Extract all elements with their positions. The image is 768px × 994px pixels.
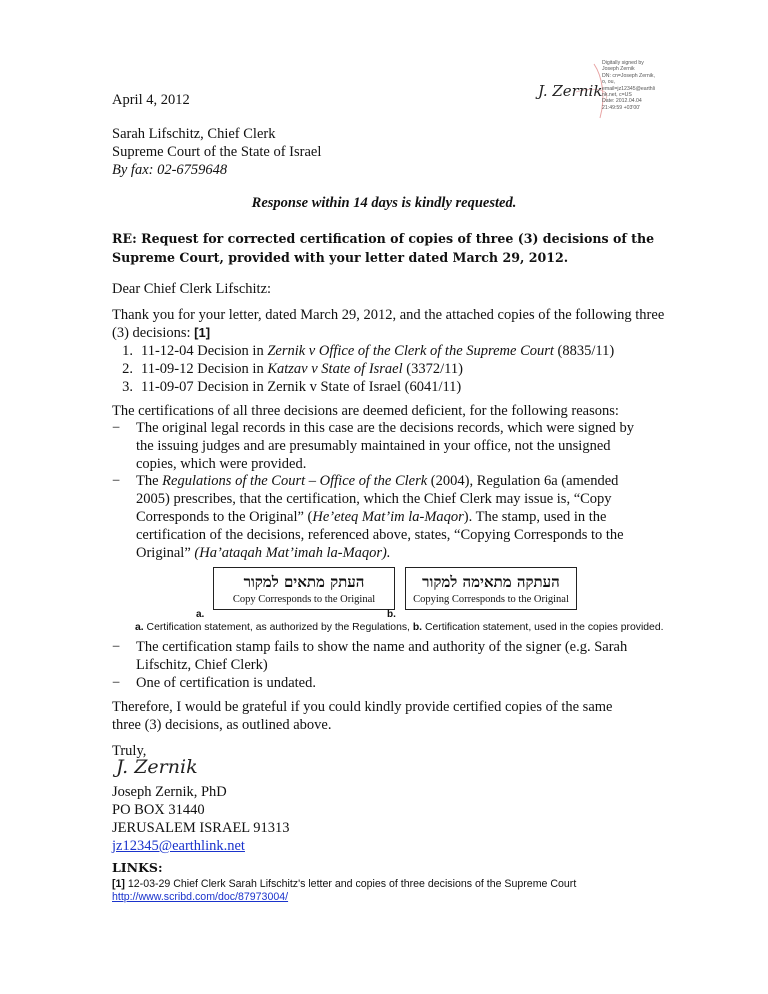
stamp-b bbox=[405, 567, 577, 610]
intro-line bbox=[112, 324, 664, 342]
closing-line: three (3) decisions, as outlined above. bbox=[112, 717, 332, 733]
reason-line: 2005) prescribes, that the certification, which the Chief Clerk may issue is, “Copy bbox=[136, 491, 612, 507]
reason-line: Corresponds to the Original” (He’eteq Mat’im la-Maqor). The stamp, used in the bbox=[136, 509, 607, 525]
reason-line: copies, which were provided. bbox=[136, 456, 307, 472]
reason-line: Lifschitz, Chief Clerk) bbox=[136, 657, 268, 673]
stamp-b-hebrew: העתקה מתאימה למקור bbox=[422, 573, 560, 591]
signature-meta-line: o, ou, bbox=[602, 79, 615, 86]
signature-meta-line: DN: cn=Joseph Zernik, bbox=[602, 72, 655, 79]
signature-meta bbox=[602, 60, 664, 111]
links-reference: [1] 12-03-29 Chief Clerk Sarah Lifschitz's letter and copies of three decisions of the Supreme Court bbox=[112, 878, 577, 890]
subject-line-2: Supreme Court, provided with your letter dated March 29, 2012. bbox=[112, 250, 569, 265]
reason-line: certification of the decisions, referenced above, states, “Copying Corresponds to the bbox=[136, 527, 624, 543]
handwritten-signature: J. Zernik bbox=[116, 756, 198, 778]
sender-city: JERUSALEM ISRAEL 91313 bbox=[112, 820, 290, 836]
digital-signature bbox=[536, 56, 666, 126]
reason-line: One of certification is undated. bbox=[136, 675, 316, 691]
closing-paragraph bbox=[112, 698, 612, 734]
intro-line: Thank you for your letter, dated March 29, 2012, and the attached copies of the following three bbox=[112, 307, 665, 323]
reason-1 bbox=[112, 419, 672, 473]
sender-email-link[interactable]: jz12345@earthlink.net bbox=[112, 838, 245, 854]
footnote-ref: [1] bbox=[194, 325, 211, 340]
bullet-dash: − bbox=[112, 639, 121, 655]
sender-block bbox=[112, 783, 290, 855]
links-heading: LINKS: bbox=[112, 860, 163, 875]
intro-paragraph bbox=[112, 306, 664, 342]
response-request: Response within 14 days is kindly requested. bbox=[251, 195, 517, 211]
intro-text: (3) decisions: bbox=[112, 325, 195, 341]
reason-line: The original legal records in this case are the decisions records, which were signed by bbox=[136, 420, 635, 436]
deficient-intro: The certifications of all three decisions are deemed deficient, for the following reasons: bbox=[112, 403, 619, 419]
valediction: Truly, bbox=[112, 743, 147, 759]
signature-meta-line: Joseph Zernik bbox=[602, 66, 635, 73]
stamp-b-label: b. bbox=[387, 609, 396, 620]
stamp-a-label: a. bbox=[196, 609, 205, 620]
list-item: 2. 11-09-12 Decision in Katzav v State of Israel (3372/11) bbox=[122, 361, 463, 377]
stamp-a-english: Copy Corresponds to the Original bbox=[232, 594, 376, 605]
sender-name: Joseph Zernik, PhD bbox=[112, 784, 227, 800]
footnote-ref: [1] bbox=[112, 878, 125, 890]
list-item: 1. 11-12-04 Decision in Zernik v Office of the Clerk of the Supreme Court (8835/11) bbox=[122, 343, 615, 359]
reference-link[interactable]: http://www.scribd.com/doc/87973004/ bbox=[112, 891, 289, 903]
reason-line: Original” (Ha’ataqah Mat’imah la-Maqor). bbox=[136, 545, 391, 561]
salutation: Dear Chief Clerk Lifschitz: bbox=[112, 281, 272, 297]
bullet-dash: − bbox=[112, 420, 121, 436]
reason-2 bbox=[112, 472, 672, 562]
subject-line-1: RE: Request for corrected certification of copies of three (3) decisions of the bbox=[112, 231, 655, 246]
bullet-dash: − bbox=[112, 473, 121, 489]
list-item: 3. 11-09-07 Decision in Zernik v State of Israel (6041/11) bbox=[122, 379, 462, 395]
subject-line bbox=[112, 229, 654, 267]
stamp-b-english: Copying Corresponds to the Original bbox=[413, 594, 569, 605]
signature-meta-line: Date: 2012.04.04 bbox=[602, 98, 642, 105]
signature-meta-line: Digitally signed by bbox=[602, 60, 644, 66]
signature-meta-line: email=jz12345@earthli bbox=[602, 85, 655, 92]
signature-meta-line: nk.net, c=US bbox=[602, 92, 632, 99]
signature-meta-line: 21:49:59 +03'00' bbox=[602, 104, 641, 111]
sender-box: PO BOX 31440 bbox=[112, 802, 205, 818]
figure-caption: a. Certification statement, as authorized by the Regulations, b. Certification statement, used in the copies provided. bbox=[135, 622, 664, 633]
reason-line: The Regulations of the Court – Office of the Clerk (2004), Regulation 6a (amended bbox=[136, 473, 619, 489]
reason-line: The certification stamp fails to show the name and authority of the signer (e.g. Sarah bbox=[136, 639, 628, 655]
reason-3 bbox=[112, 638, 672, 674]
stamp-a-hebrew: העתק מתאים למקור bbox=[243, 573, 365, 591]
recipient-name: Sarah Lifschitz, Chief Clerk bbox=[112, 126, 276, 142]
recipient-fax: By fax: 02-6759648 bbox=[112, 162, 228, 178]
recipient-block bbox=[112, 125, 321, 179]
reason-4 bbox=[112, 674, 672, 692]
bullet-dash: − bbox=[112, 675, 121, 691]
reason-line: the issuing judges and are presumably maintained in your office, not the unsigned bbox=[136, 438, 611, 454]
closing-line: Therefore, I would be grateful if you could kindly provide certified copies of the same bbox=[112, 699, 613, 715]
letter-date: April 4, 2012 bbox=[112, 92, 190, 108]
stamp-a bbox=[213, 567, 395, 610]
recipient-court: Supreme Court of the State of Israel bbox=[112, 144, 322, 160]
decisions-list bbox=[107, 342, 614, 396]
signature-mark: J. Zernik bbox=[538, 82, 603, 100]
